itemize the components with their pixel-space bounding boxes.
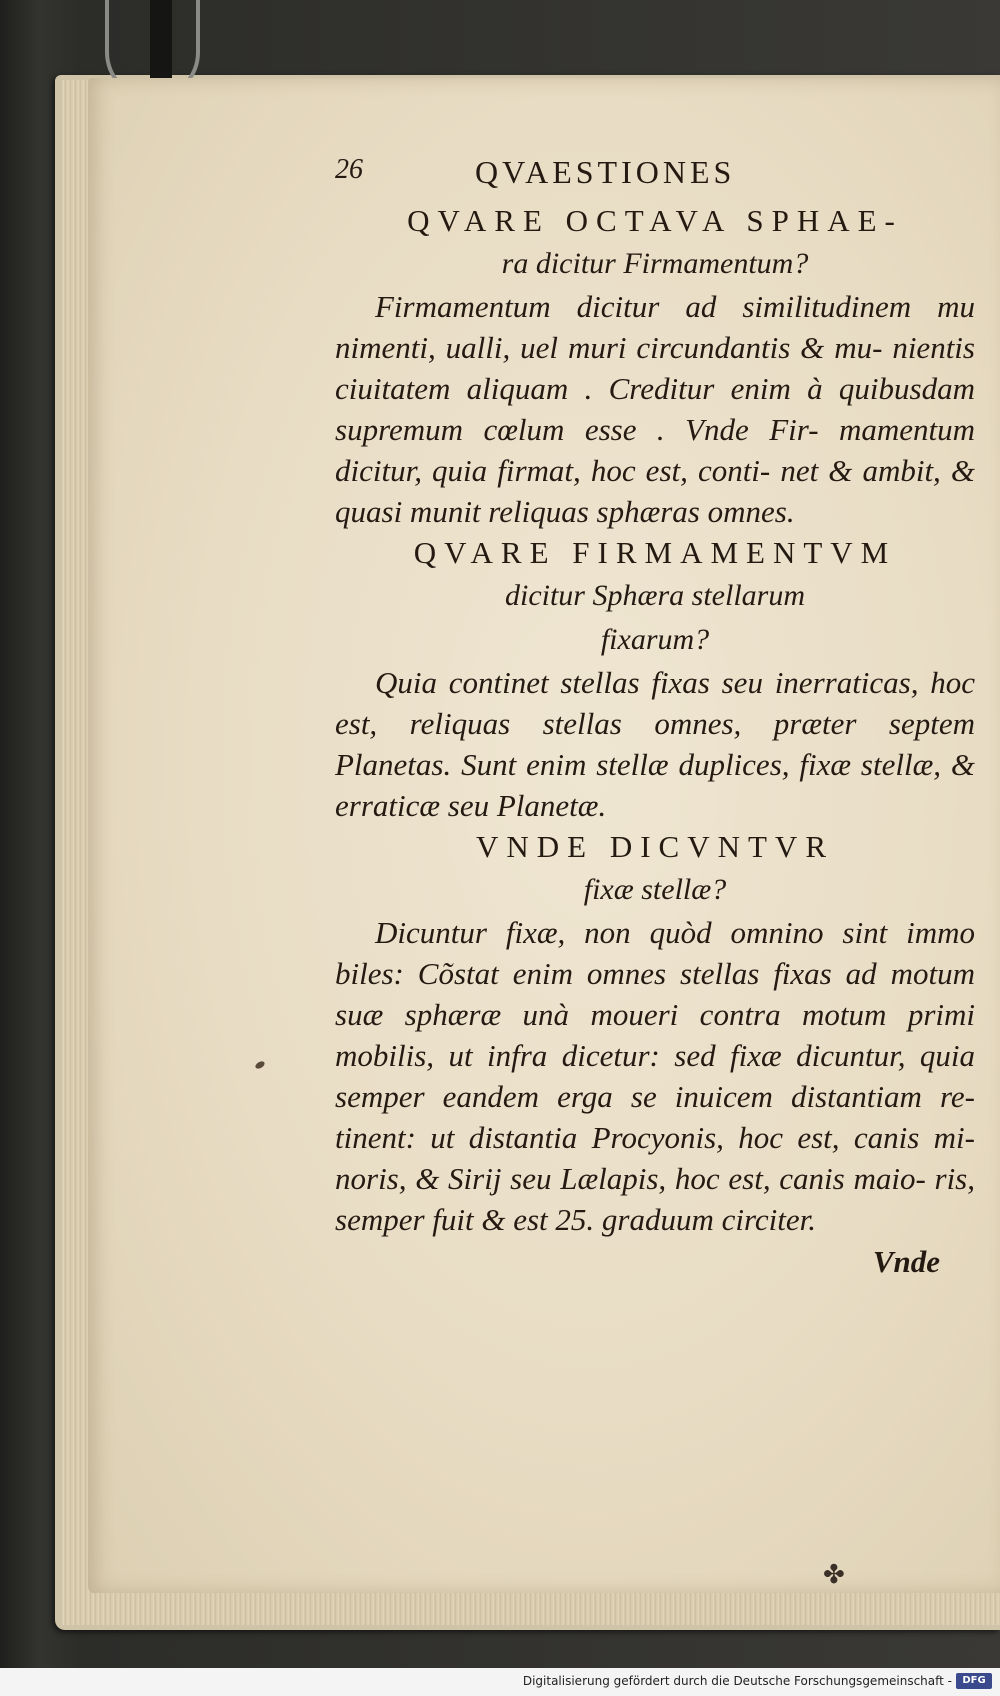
running-head: QVAESTIONES <box>475 154 736 190</box>
catchword: Vnde <box>872 1244 940 1279</box>
section-2 <box>335 532 975 826</box>
page-header <box>335 150 975 200</box>
clip-bar <box>150 0 172 86</box>
printer-ornament-icon: ✤ <box>823 1560 845 1590</box>
section-heading: VNDE DICVNTVR <box>475 829 834 864</box>
section-body: Dicuntur fixæ, non quòd omnino sint immo biles: Cõstat enim omnes stellas fixas ad motum suæ sphæræ unà moueri contra motum primi mobilis, ut infra dicetur: sed fixæ dicuntur, quia semper eandem erga se inuicem distantiam re- tinent: ut distantia Procyonis, hoc est, canis mi- noris, & Sirij seu Lælapis, hoc est, canis maio- ris, semper fuit & est 25. graduum circiter. <box>335 915 975 1237</box>
page-number: 26 <box>335 154 363 185</box>
section-subheading: fixæ stellæ? <box>583 873 727 906</box>
section-body: Firmamentum dicitur ad similitudinem mu nimenti, ualli, uel muri circundantis & mu- nientis ciuitatem aliquam . Creditur enim à quibusdam supremum cœlum esse . Vnde Fir- mamentum dicitur, quia firmat, hoc est, conti- net & ambit, & quasi munit reliquas sphæras omnes. <box>335 289 975 529</box>
digitization-footer <box>0 1668 1000 1696</box>
section-heading: QVARE FIRMAMENTVM <box>413 535 897 570</box>
section-subheading: fixarum? <box>600 623 710 656</box>
section-subheading: ra dicitur Firmamentum? <box>501 247 809 280</box>
section-body: Quia continet stellas fixas seu inerraticas, hoc est, reliquas stellas omnes, præter septem Planetas. Sunt enim stellæ duplices, fixæ stellæ, & erraticæ seu Planetæ. <box>335 665 975 823</box>
section-heading: QVARE OCTAVA SPHAE- <box>407 203 903 238</box>
section-1 <box>335 200 975 532</box>
section-3 <box>335 826 975 1240</box>
page-text <box>335 150 975 1284</box>
section-subheading: dicitur Sphæra stellarum <box>504 579 805 612</box>
footer-credit: Digitalisierung gefördert durch die Deutsche Forschungsgemeinschaft - <box>522 1674 952 1688</box>
dfg-logo: DFG <box>956 1673 992 1689</box>
